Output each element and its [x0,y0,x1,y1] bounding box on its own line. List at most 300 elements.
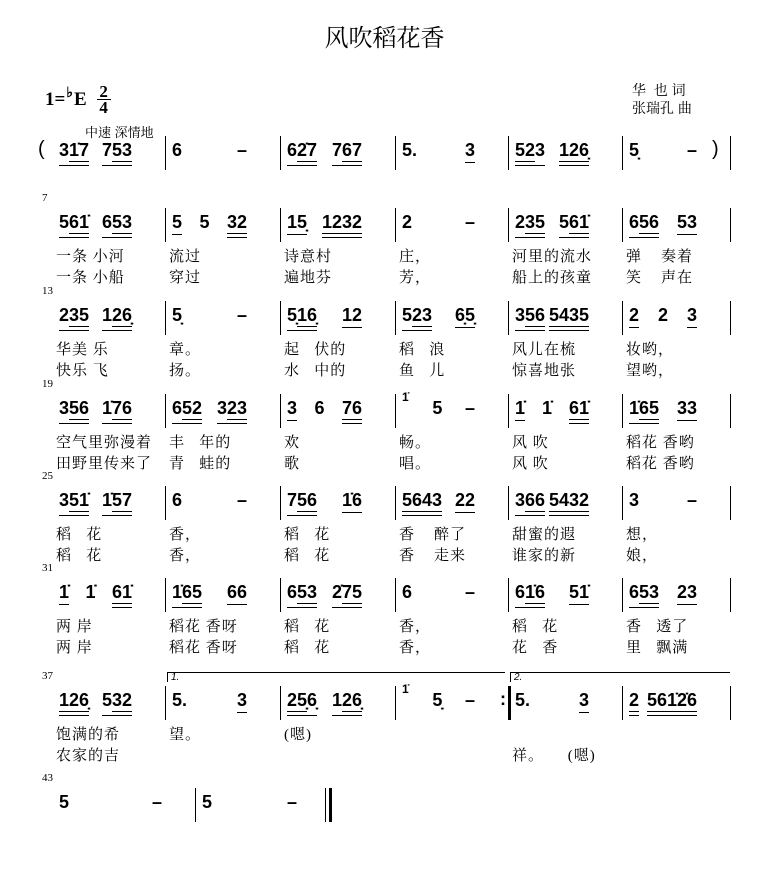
lyric-verse-2: 歌 [284,456,301,472]
note: 26̣ [111,305,132,325]
note: 5̣ [287,305,298,325]
beat [677,398,697,421]
beat [59,582,69,605]
beat [287,140,317,166]
lyric-verse-1: 甜蜜的遐 [512,527,577,543]
note: 56 [639,212,660,232]
measure [283,305,392,335]
key-signature [45,84,111,115]
beat [687,490,697,510]
beat [227,212,247,238]
barline [508,394,509,428]
barline [622,486,623,520]
beat [465,140,475,163]
measure [55,140,162,170]
note: 65 [639,398,660,418]
measure [625,582,727,612]
close-paren: ) [712,138,719,160]
note: – [464,690,475,710]
note: 1 [341,305,352,325]
measure [168,140,277,170]
lyric-verse-2: 祥。 (嗯) [512,748,596,764]
note: 6̣ [454,305,465,325]
measure [511,690,619,720]
lyric-verse-2: 芳， [399,270,432,286]
measure [625,212,727,242]
note: – [464,212,475,232]
barline [165,208,166,242]
beat [59,212,89,238]
time-signature [97,84,111,115]
beat [542,398,552,418]
note: 7 [287,490,298,510]
note: 53 [111,140,132,160]
note: 3 [535,140,546,160]
barline [730,686,731,720]
flat-icon: ♭ [66,86,73,101]
barline [622,686,623,720]
barline [165,394,166,428]
beat [237,305,247,325]
note: 5 [558,212,569,232]
measure-number: 37 [42,670,53,682]
note: 1̇ [59,582,70,602]
note: 3 [216,398,227,418]
measure [168,212,277,242]
beat [85,582,95,602]
note: 57 [111,490,132,510]
note: 3 [59,398,70,418]
measure [55,792,192,822]
lyric-verse-1: 望。 [169,727,202,743]
measure [398,682,505,720]
note: 2̇ [331,582,342,602]
note: 52 [515,140,536,160]
lyric-verse-1: 欢 [284,435,301,451]
beat [152,792,162,812]
barline [730,394,731,428]
note: 6 [226,582,237,602]
note: – [464,398,475,418]
beat [287,582,317,608]
beat [102,398,132,424]
beat [102,140,132,166]
note: 6 [314,398,325,418]
lyric-verse-2: 农家的吉 [56,748,121,764]
measure [55,212,162,242]
lyric-verse-1: 华美 乐 [56,342,109,358]
beat [287,792,297,812]
barline [622,394,623,428]
note: 561̇2̇6 [646,690,697,710]
note: 1̇ [515,398,526,418]
beat [332,582,362,608]
lyric-verse-2: 里 飘满 [626,640,689,656]
measure [168,490,277,520]
barline [622,301,623,335]
note: – [236,140,247,160]
lyric-verse-1: 香 透了 [626,619,689,635]
measure-number: 7 [42,192,48,204]
lyric-verse-1: 稻 花 [512,619,559,635]
lyric-verse-1: 稻 浪 [399,342,446,358]
beat [687,140,697,160]
lyric-verse-1: 庄， [399,249,432,265]
measure [511,140,619,170]
note: 2 [629,690,640,710]
barline [165,486,166,520]
lyric-verse-1: 风儿在梳 [512,342,577,358]
note: 6 [629,212,640,232]
note: 5̣ [297,212,308,232]
lyric-verse-2: 遍地芬 [284,270,333,286]
measure [625,305,727,335]
beat [559,212,589,238]
beat [217,398,247,424]
note: 5 [59,792,70,812]
beat [559,140,589,166]
measure-number: 25 [42,470,53,482]
note: 3 [686,305,697,325]
time-top: 2 [99,82,108,101]
note: 5 [172,212,183,232]
beat [402,140,417,160]
measure-number: 19 [42,378,53,390]
beat [465,582,475,602]
time-bottom: 4 [99,98,108,117]
note: 65 [182,582,203,602]
beat [322,212,362,238]
barline [508,686,509,720]
measure [283,490,392,520]
note: 5643 [402,490,443,510]
lyric-verse-1: 香， [399,619,432,635]
barline [395,301,396,335]
lyric-verse-1: 稻 花 [56,527,103,543]
note: 5̣ [629,140,640,160]
note: 53 [297,582,318,602]
beat [287,490,317,516]
note: – [286,792,297,812]
beat [172,490,182,510]
lyric-verse-1: 稻花 香呀 [169,619,238,635]
beat [515,490,545,516]
lyric-verse-2: 一条 小船 [56,270,125,286]
lyric-verse-1: (嗯) [284,727,312,743]
lyric-verse-2: 快乐 飞 [56,363,109,379]
measure [55,490,162,520]
note: 3 [676,398,687,418]
note: 6̣ [307,690,318,710]
measure [168,305,277,335]
measure [511,305,619,335]
beat [199,212,209,232]
lyric-verse-1: 香 醉了 [399,527,467,543]
barline [280,208,281,242]
note: 3 [59,490,70,510]
beat [677,212,697,235]
note: 1̇6 [525,582,546,602]
note: – [236,305,247,325]
measure [283,212,392,242]
beat [515,305,545,331]
note: 76 [111,398,132,418]
barline [395,578,396,612]
beat [629,305,639,328]
note: 3 [59,140,70,160]
beat [569,398,589,424]
lyric-verse-1: 空气里弥漫着 [56,435,153,451]
barline [508,301,509,335]
lyric-verse-2: 鱼 儿 [399,363,446,379]
note: 5̣ [172,305,183,325]
note: 3 [629,490,640,510]
repeat-sign: : [500,689,506,709]
lyric-verse-2: 稻 花 [284,548,331,564]
note: 3 [236,690,247,710]
measure [55,690,162,720]
lyric-verse-1: 稻 花 [284,619,331,635]
barline [165,686,166,720]
note: 126̣ [59,690,90,710]
note: 126̣ [558,140,589,160]
lyric-verse-1: 起 伏的 [284,342,347,358]
measure [283,582,392,612]
beat [59,140,89,166]
note: 32 [226,212,247,232]
note: 23 [226,398,247,418]
note: 6 [172,398,183,418]
lyric-verse-1: 饱满的希 [56,727,121,743]
lyric-verse-2: 望哟， [626,363,675,379]
note: 23 [412,305,433,325]
note: 53 [639,582,660,602]
note: 76 [341,398,362,418]
measure-number: 13 [42,285,53,297]
measure [625,690,727,720]
note: 5 [101,690,112,710]
lyric-verse-2: 青 蛙的 [169,456,232,472]
lyric-verse-2: 扬。 [169,363,202,379]
lyric-verse-2: 笑 声在 [626,270,694,286]
beat [629,490,639,510]
lyric-verse-1: 两 岸 [56,619,93,635]
note: 3 [515,490,526,510]
measure [511,582,619,612]
note: 3 [578,690,589,710]
note: 2 [59,305,70,325]
lyric-verse-2: 稻花 香哟 [626,456,695,472]
note: 2 [402,212,413,232]
measure [625,398,727,428]
lyric-verse-2: 两 岸 [56,640,93,656]
note: 1̇7 [69,140,90,160]
beat [287,212,307,235]
beat [59,305,89,331]
note: 61̇ [69,212,90,232]
barline [165,301,166,335]
lyric-verse-1: 河里的流水 [512,249,593,265]
note: 3 [464,140,475,160]
note: 2 [515,212,526,232]
barline [280,301,281,335]
volta-bracket: 2. [510,672,730,682]
beat [515,398,525,421]
measure [168,582,277,612]
lyric-verse-1: 稻花 香哟 [626,435,695,451]
note: – [686,490,697,510]
measure-number: 43 [42,772,53,784]
beat [629,212,659,238]
beat [579,690,589,713]
measure [168,398,277,428]
beat [314,398,324,418]
measure [283,140,392,170]
barline [395,686,396,720]
beat [342,398,362,424]
measure [398,582,505,612]
beat [102,212,132,238]
barline [395,394,396,428]
barline [622,136,623,170]
note: 6 [287,582,298,602]
note: – [151,792,162,812]
note: 7 [331,140,342,160]
note: 1 [331,690,342,710]
beat [465,690,475,710]
beat [287,305,317,331]
song-title: 风吹稻花香 [324,26,445,52]
measure [511,490,619,520]
beat [172,582,202,608]
note: 51̇ [69,490,90,510]
lyric-verse-2: 稻 花 [56,548,103,564]
note: 1̇ [101,398,112,418]
measure [283,690,392,720]
beat [332,690,362,716]
note: 1̇ [101,490,112,510]
note: 5 [402,305,413,325]
note: 3 [287,398,298,418]
beat [677,582,697,605]
lyric-verse-1: 妆哟， [626,342,675,358]
beat [332,140,362,166]
beat [455,490,475,513]
note: 2 [676,582,687,602]
note: 5. [402,140,418,160]
lyric-verse-2: 船上的孩童 [512,270,593,286]
barline [395,486,396,520]
lyric-verse-2: 唱。 [399,456,432,472]
measure [398,490,505,520]
barline [395,208,396,242]
beat [112,582,132,608]
note: 67 [341,140,362,160]
lyric-verse-1: 诗意村 [284,249,333,265]
beat [629,398,659,424]
measure [398,305,505,335]
composer-credit: 张瑞孔 曲 [632,100,692,116]
measure [168,690,277,720]
note: 6 [172,490,183,510]
note: 7 [101,140,112,160]
measure [511,212,619,242]
barline [730,208,731,242]
note: 6 [236,582,247,602]
beat [59,398,89,424]
note: 2 [351,305,362,325]
note: 2 [464,490,475,510]
barline [508,208,509,242]
lyric-verse-2: 风 吹 [512,456,549,472]
note: – [236,490,247,510]
tempo-marking: 中速 深情地 [85,125,154,140]
measure [283,398,392,428]
beat [237,490,247,510]
beat [227,582,247,605]
barline [622,208,623,242]
beat [569,582,589,605]
note: 6 [172,140,183,160]
measure [398,390,505,428]
beat [202,792,212,812]
note: 1̇ [578,582,589,602]
measure [511,398,619,428]
beat [402,490,442,516]
lyric-verse-2: 香， [169,548,202,564]
barline [730,136,731,170]
note: 5432 [548,490,589,510]
measure [398,212,505,242]
lyricist-credit: 华 也 词 [632,82,686,98]
lyric-verse-1: 畅。 [399,435,432,451]
beat [432,690,442,710]
note: 35 [69,305,90,325]
note: 2̇7 [297,140,318,160]
note: 56 [297,490,318,510]
beat [402,305,432,331]
beat [172,305,182,325]
grace-note: 1̇ [402,390,409,404]
barline [165,136,166,170]
note: 56 [525,305,546,325]
beat [172,212,182,235]
barline [508,136,509,170]
beat [465,212,475,232]
barline [622,578,623,612]
beat [287,690,317,716]
lyric-verse-1: 流过 [169,249,202,265]
note: 2 [657,305,668,325]
note: – [686,140,697,160]
note: 1 [101,305,112,325]
note: 5435 [548,305,589,325]
barline [508,578,509,612]
beat [59,690,89,716]
beat [515,140,545,166]
lyric-verse-1: 丰 年的 [169,435,232,451]
barline [280,136,281,170]
barline [325,788,326,822]
key-note: E [73,88,87,110]
lyric-verse-1: 想， [626,527,659,543]
note: 6 [101,212,112,232]
note: 6 [402,582,413,602]
measure [55,398,162,428]
note: 5̣ [464,305,475,325]
lyric-verse-1: 弹 奏着 [626,249,694,265]
beat [402,212,412,232]
